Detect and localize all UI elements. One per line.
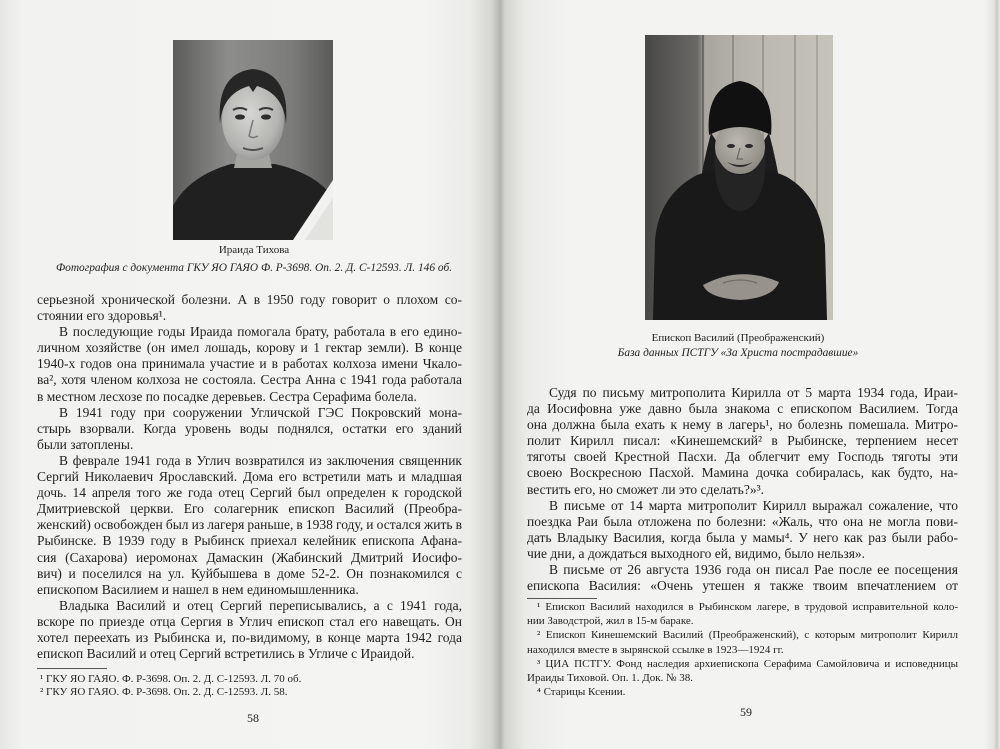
text-line: В письме от 26 августа 1936 года он писал Рае после ее посещения — [549, 562, 958, 578]
text-line: дать Владыку Василия, когда была у мамы⁴. У него как раз были рабо- — [527, 529, 958, 545]
footnote-divider — [527, 598, 597, 599]
text-line: хотел переехать из Рыбинска и, по-видимому, в конце марта 1942 года — [37, 629, 462, 645]
text-line: женский) освобожден был из лагеря раньше, в 1938 году, и остался жить в — [37, 517, 462, 533]
photo-iraida-tikhova — [173, 40, 333, 240]
text-line: Владыка Василий и отец Сергий переписывались, а с 1941 года, — [59, 597, 462, 613]
footnote-line: ¹ Епископ Василий находился в Рыбинском лагере, в трудовой исправительной коло- — [537, 601, 958, 613]
text-line: вскоре по приезде отца Сергия в Углич епископ стал его навещать. Он — [37, 613, 462, 629]
text-line: стоянии его здоровья¹. — [37, 308, 167, 324]
text-line: Дмитриевской церкви. Его солагерник епископ Василий (Преобра- — [37, 501, 462, 517]
text-line: своею Воскресною Пасхой. Мамина дочка собиралась, как будто, на- — [527, 465, 958, 481]
text-line: Судя по письму митрополита Кирилла от 5 марта 1934 года, Ираи- — [549, 385, 958, 400]
text-line: В письме от 14 марта митрополит Кирилл выражал сожаление, что — [549, 497, 958, 513]
text-line: личном хозяйстве (он имел лошадь, корову и 1 гектар земли). В конце — [37, 340, 462, 356]
footnote-line: находился вместе в зырянской ссылке в 1923—1924 гг. — [527, 643, 784, 656]
text-line: В последующие годы Ираида помогала брату, работала в его едино- — [59, 324, 462, 340]
text-line: сия (Сахарова) иеромонах Дамаскин (Жабинский Дмитрий Иосифо- — [37, 549, 462, 565]
photo-caption — [538, 331, 938, 360]
text-line: она должна была ехать к нему в лагерь¹, но болезнь помешала. Митро- — [527, 417, 958, 433]
text-line: епископом Василием и нашел в нем единомышленника. — [37, 581, 359, 597]
paragraph — [37, 324, 462, 404]
text-line: да Иосифовна уже давно была знакома с епископом Василием. Тогда — [527, 401, 958, 417]
text-line: стырь взорвали. Когда уровень воды поднялся, остатки его зданий — [37, 420, 462, 436]
footnote-divider — [37, 668, 107, 669]
paragraph — [37, 292, 462, 324]
caption-source: Фотография с документа ГКУ ЯО ГАЯО Ф. Р-3698. Оп. 2. Д. С-12593. Л. 146 об. — [55, 262, 453, 274]
text-line: дочь. 14 апреля того же года отец Сергий был определен к городской — [37, 485, 462, 501]
footnote-line: ¹ ГКУ ЯО ГАЯО. Ф. Р-3698. Оп. 2. Д. С-12593. Л. 70 об. — [40, 673, 302, 685]
footnote-line: Ираиды Тиховой. Оп. 1. Док. № 38. — [527, 671, 694, 684]
body-text — [37, 292, 462, 662]
footnote-line: ⁴ Старицы Ксении. — [537, 686, 626, 699]
text-line: 1940-х годов она принимала участие и в работах колхоза имени Чкало- — [37, 356, 462, 372]
footnote-line: ³ ЦИА ПСТГУ. Фонд наследия архиепископа Серафима Самойловича и исповедницы — [537, 657, 958, 670]
page-number: 59 — [740, 705, 752, 719]
text-line: В 1941 году при сооружении Угличской ГЭС Покровский мона- — [59, 404, 462, 420]
text-line: тяготы своей Крестной Пасхи. Да облегчит ему Господь тяготы эти — [527, 449, 958, 465]
text-line: вич) и поселился на ул. Куйбышева в доме 52-2. Он познакомился с — [37, 565, 462, 581]
text-line: В феврале 1941 года в Углич возвратился из заключения священник — [59, 452, 462, 468]
text-line: серьезной хронической болезни. А в 1950 году говорит о плохом со- — [37, 292, 462, 307]
text-line: были затоплены. — [37, 436, 134, 452]
footnotes — [37, 673, 462, 699]
paragraph — [527, 562, 958, 594]
text-line: в местном лесхозе по посадке деревьев. Сестра Серафима болела. — [37, 388, 417, 404]
paragraph — [527, 385, 958, 498]
caption-source: База данных ПСТГУ «За Христа пострадавшие» — [617, 347, 859, 359]
paragraph — [37, 405, 462, 453]
text-line: епископа Василия: «Очень утешен я также твоим впечатлением от — [527, 578, 958, 594]
right-page — [500, 0, 1000, 749]
photo-bishop-vasily — [645, 35, 833, 320]
paragraph — [37, 598, 462, 662]
text-line: Сергий Николаевич Ярославский. Дома его встретили мать и младшая — [37, 469, 462, 485]
paragraph — [527, 498, 958, 562]
footnotes — [527, 600, 958, 699]
text-line: вестить его, но сможет ли это сделать?»³. — [527, 481, 765, 497]
text-line: полит Кирилл писал: «Кинешемский² в Рыбинске, терпением несет — [527, 433, 958, 449]
body-text — [527, 385, 958, 594]
text-line: епископ Василий и отец Сергий встретились в Угличе с Ираидой. — [37, 646, 415, 662]
page-number: 58 — [247, 711, 259, 725]
paragraph — [37, 453, 462, 598]
text-line: ва², хотя членом колхоза не состояла. Сестра Анна с 1941 года работала — [37, 372, 462, 388]
caption-name: Епископ Василий (Преображенский) — [651, 332, 825, 344]
footnote-line: нии Заводстрой, жил в 15-м бараке. — [527, 615, 694, 628]
text-line: чие дни, а дождаться выходного ей, видимо, было нельзя». — [527, 545, 866, 561]
footnote-line: ² Епископ Кинешемский Василий (Преображенский), с которым митрополит Кирилл — [537, 629, 958, 642]
caption-name: Ираида Тихова — [218, 244, 290, 256]
text-line: Рыбинске. В 1939 году в Рыбинск приехал келейник епископа Афана- — [37, 533, 462, 549]
footnote-line: ² ГКУ ЯО ГАЯО. Ф. Р-3698. Оп. 2. Д. С-12593. Л. 58. — [40, 686, 288, 698]
photo-caption — [40, 243, 468, 275]
text-line: поездка Раи была отложена по болезни: «Жаль, что она не могла пови- — [527, 513, 958, 529]
